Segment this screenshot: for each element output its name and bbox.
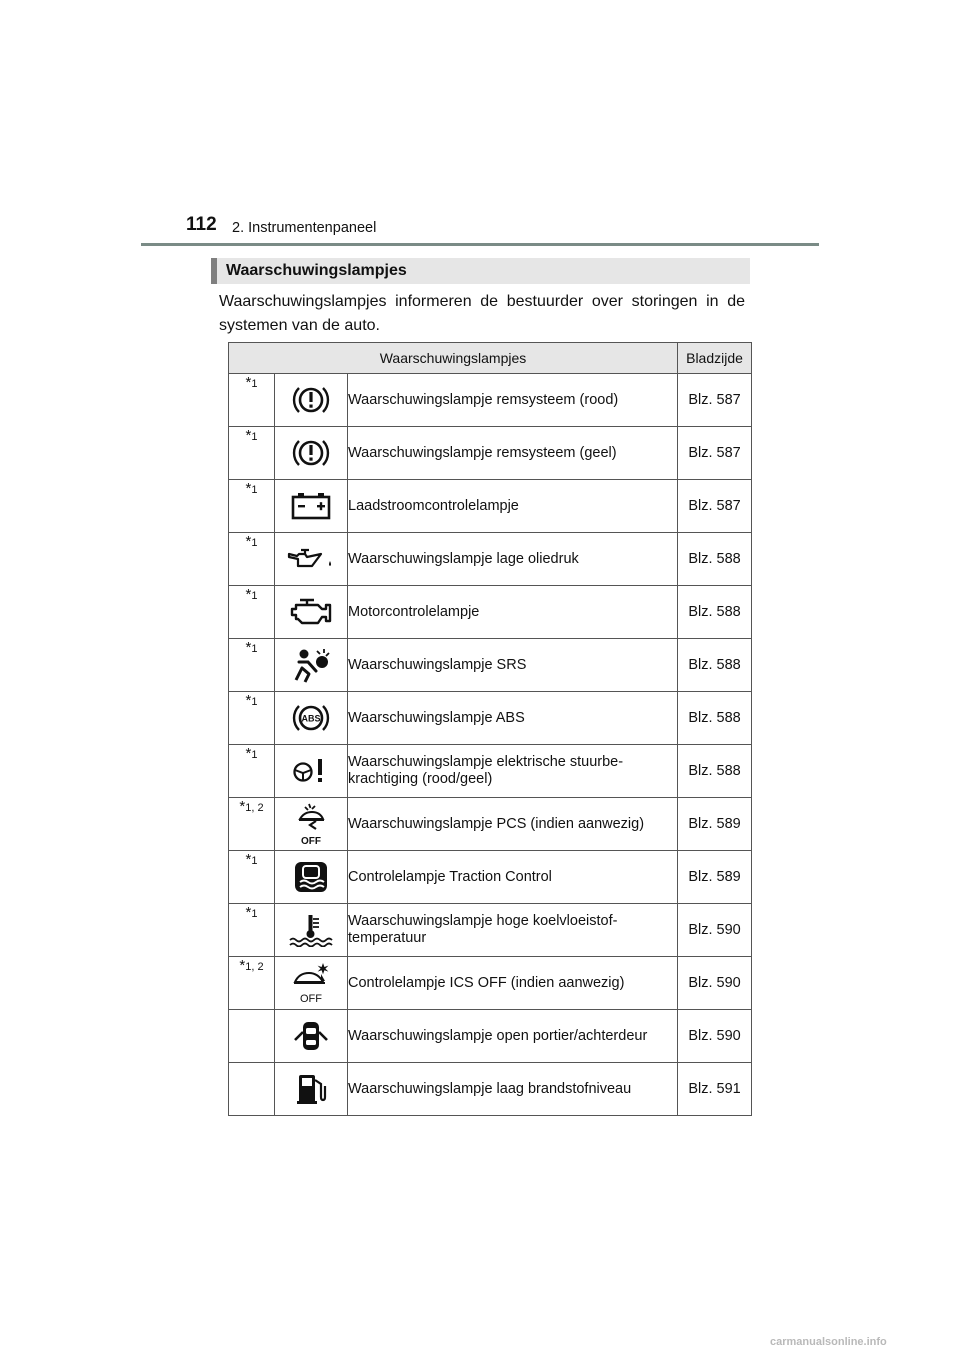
row-footnote [229,851,275,904]
header-page: Bladzijde [678,343,752,374]
page-reference: Blz. 587 [678,374,752,427]
table-row [229,374,752,427]
lamp-description: Waarschuwingslampje laag brandstofniveau [348,1063,678,1116]
footnote-star: * [245,586,252,603]
table-row [229,639,752,692]
page-reference: Blz. 590 [678,957,752,1010]
engine-icon [288,604,334,620]
pcs-off-icon [291,816,331,846]
warning-lamps-table [228,342,752,1116]
intro-paragraph: Waarschuwingslampjes informeren de bestuurder over storingen in de systemen van de auto. [219,293,745,334]
page-reference: Blz. 588 [678,745,752,798]
row-footnote [229,480,275,533]
table-row [229,957,752,1010]
lamp-description: Waarschuwingslampje SRS [348,639,678,692]
open-door-icon [291,1028,331,1044]
page-reference: Blz. 589 [678,851,752,904]
lamp-description: Motorcontrolelampje [348,586,678,639]
chapter-title: 2. Instrumentenpaneel [232,220,377,236]
abs-icon-label: ABS [301,713,321,724]
table-row [229,904,752,957]
lamp-description: Waarschuwingslampje elektrische stuurbe- krachtiging (rood/geel) [348,745,678,798]
airbag-srs-icon [291,657,331,673]
abs-icon [291,710,331,726]
footnote-number: 1 [251,537,258,549]
footnote-number: 1 [251,749,258,761]
row-footnote [229,1010,275,1063]
footnote-number: 1 [251,378,258,390]
footnote-number: 1 [251,643,258,655]
page-reference: Blz. 590 [678,1010,752,1063]
lamp-description: Waarschuwingslampje PCS (indien aanwezig) [348,798,678,851]
section-title: Waarschuwingslampjes [226,262,407,279]
table-row [229,851,752,904]
coolant-temperature-icon [286,922,336,938]
row-footnote [229,374,275,427]
table-row [229,1010,752,1063]
footnote-star: * [245,480,252,497]
brake-system-icon [291,392,331,408]
row-footnote [229,692,275,745]
lamp-description: Waarschuwingslampje lage oliedruk [348,533,678,586]
row-footnote [229,1063,275,1116]
lamp-description: Waarschuwingslampje ABS [348,692,678,745]
lamp-description: Waarschuwingslampje remsysteem (geel) [348,427,678,480]
footer-watermark: carmanualsonline.info [770,1336,887,1348]
footnote-number: 1 [251,908,258,920]
page-reference: Blz. 591 [678,1063,752,1116]
table-row [229,533,752,586]
table-row [229,480,752,533]
page-number: 112 [186,214,217,235]
lamp-description: Controlelampje Traction Control [348,851,678,904]
lamp-description: Controlelampje ICS OFF (indien aanwezig) [348,957,678,1010]
footnote-star: * [245,374,252,391]
page-reference: Blz. 587 [678,480,752,533]
lamp-description: Waarschuwingslampje open portier/achterdeur [348,1010,678,1063]
oil-can-icon [286,551,336,567]
page-reference: Blz. 587 [678,427,752,480]
ics-off-label: OFF [300,993,322,1005]
table-row [229,692,752,745]
page-reference: Blz. 588 [678,586,752,639]
table-row [229,798,752,851]
page-reference: Blz. 589 [678,798,752,851]
power-steering-icon [289,763,333,779]
footnote-star: * [239,957,246,974]
row-footnote [229,427,275,480]
page-reference: Blz. 590 [678,904,752,957]
footnote-star: * [245,692,252,709]
row-footnote [229,798,275,851]
row-footnote [229,639,275,692]
header-rule [141,243,819,246]
footnote-number: 1 [251,431,258,443]
page-reference: Blz. 588 [678,692,752,745]
brake-system-icon [291,445,331,461]
pcs-off-label: OFF [301,836,321,846]
footnote-number: 1 [251,855,258,867]
table-row [229,1063,752,1116]
lamp-description: Waarschuwingslampje hoge koelvloeistof- temperatuur [348,904,678,957]
footnote-star: * [245,745,252,762]
footnote-star: * [245,904,252,921]
lamp-description: Laadstroomcontrolelampje [348,480,678,533]
table-row [229,586,752,639]
table-row [229,427,752,480]
page-reference: Blz. 588 [678,639,752,692]
table-row [229,745,752,798]
footnote-number: 1, 2 [245,802,264,814]
fuel-icon [294,1081,328,1097]
table-header-row [229,343,752,374]
footnote-number: 1 [251,590,258,602]
table-body [229,374,752,1116]
row-footnote [229,745,275,798]
header-lamps: Waarschuwingslampjes [229,343,678,374]
row-footnote [229,586,275,639]
footnote-star: * [239,798,246,815]
row-footnote [229,533,275,586]
footnote-star: * [245,639,252,656]
section-title-bar [211,258,750,284]
lamp-description: Waarschuwingslampje remsysteem (rood) [348,374,678,427]
footnote-star: * [245,533,252,550]
traction-control-icon [293,869,329,885]
footnote-star: * [245,851,252,868]
page-reference: Blz. 588 [678,533,752,586]
row-footnote [229,957,275,1010]
ics-off-icon [289,975,333,1005]
footnote-number: 1 [251,484,258,496]
footnote-star: * [245,427,252,444]
battery-charge-icon [289,498,333,514]
footnote-number: 1, 2 [245,961,264,973]
footnote-number: 1 [251,696,258,708]
row-footnote [229,904,275,957]
